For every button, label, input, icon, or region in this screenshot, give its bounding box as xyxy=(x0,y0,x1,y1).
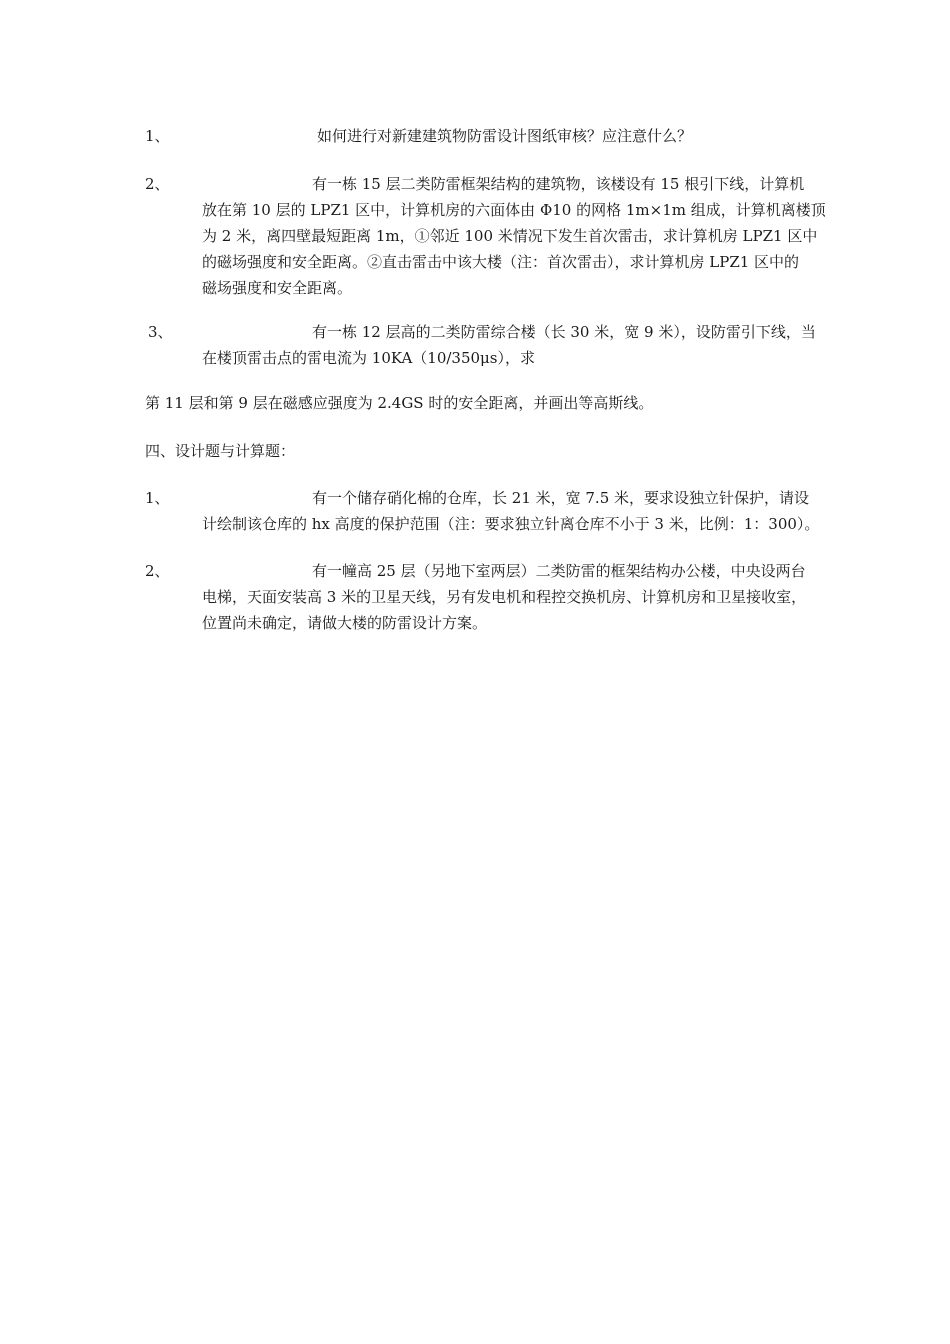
question-text-line: 为 2 米，离四壁最短距离 1m，①邻近 100 米情况下发生首次雷击，求计算机房 LPZ1 区中 xyxy=(202,227,818,245)
question-text-line: 计绘制该仓库的 hx 高度的保护范围（注：要求独立针离仓库不小于 3 米，比例：1：300）。 xyxy=(202,515,820,533)
question-text-line: 在楼顶雷击点的雷电流为 10KA（10/350μs），求 xyxy=(202,349,536,367)
question-text-line: 电梯，天面安装高 3 米的卫星天线，另有发电机和程控交换机房、计算机房和卫星接收室， xyxy=(202,588,807,606)
question-number: 1、 xyxy=(145,489,170,507)
question-text-line: 有一栋 12 层高的二类防雷综合楼（长 30 米，宽 9 米），设防雷引下线，当 xyxy=(312,323,816,341)
question-text-line: 放在第 10 层的 LPZ1 区中，计算机房的六面体由 Φ10 的网格 1m×1m 组成，计算机离楼顶 xyxy=(202,201,826,219)
question-text-line: 有一个储存硝化棉的仓库，长 21 米，宽 7.5 米，要求设独立针保护，请设 xyxy=(312,489,810,507)
question-3-continuation: 第 11 层和第 9 层在磁感应强度为 2.4GS 时的安全距离，并画出等高斯线。 xyxy=(145,394,654,412)
question-text-line: 有一幢高 25 层（另地下室两层）二类防雷的框架结构办公楼，中央设两台 xyxy=(312,562,806,580)
question-text-line: 磁场强度和安全距离。 xyxy=(202,279,353,297)
question-number: 1、 xyxy=(145,127,170,145)
question-text-line: 有一栋 15 层二类防雷框架结构的建筑物，该楼设有 15 根引下线，计算机 xyxy=(312,175,805,193)
section-heading: 四、设计题与计算题： xyxy=(145,442,296,460)
question-number: 2、 xyxy=(145,175,170,193)
question-text-line: 如何进行对新建建筑物防雷设计图纸审核？应注意什么？ xyxy=(317,127,693,145)
question-number: 2、 xyxy=(145,562,170,580)
question-text-line: 位置尚未确定，请做大楼的防雷设计方案。 xyxy=(202,614,488,632)
question-number: 3、 xyxy=(148,323,173,341)
question-text-line: 的磁场强度和安全距离。②直击雷击中该大楼（注：首次雷击），求计算机房 LPZ1 区中的 xyxy=(202,253,800,271)
